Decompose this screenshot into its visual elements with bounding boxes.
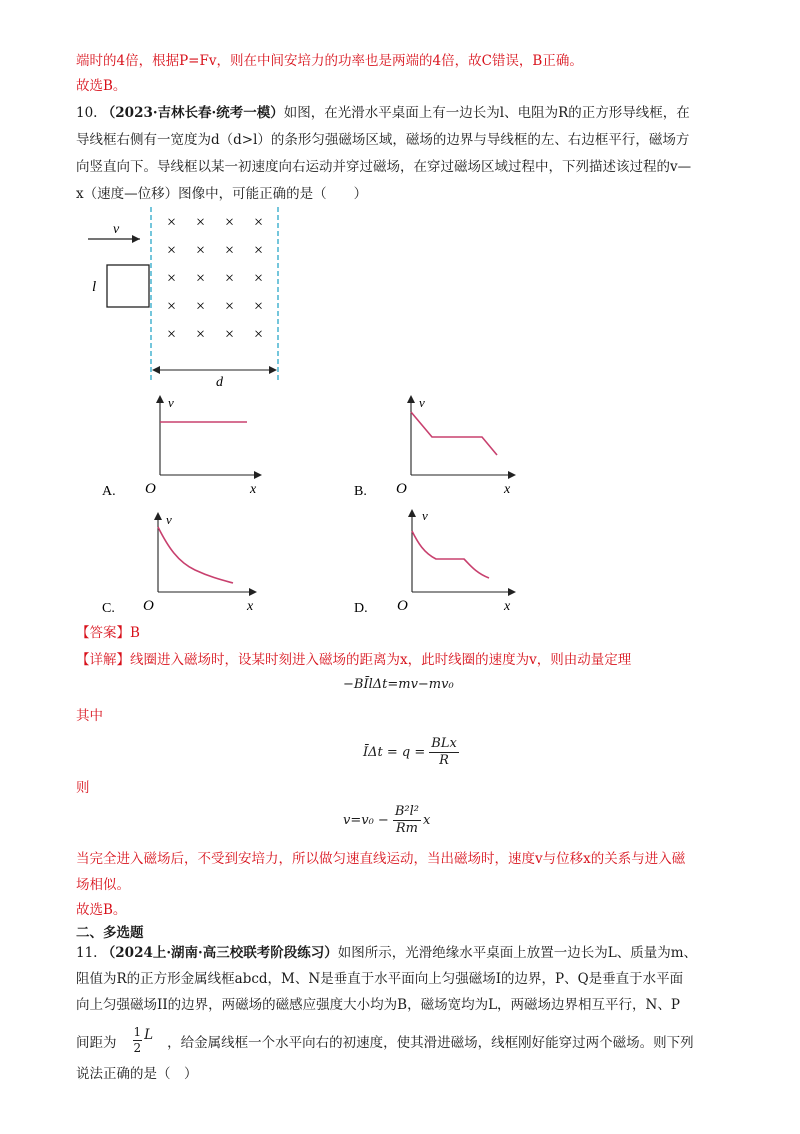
- equation-momentum: −BĪlΔt=mv−mv₀: [343, 677, 454, 692]
- fraction-numerator: BLx: [431, 736, 457, 751]
- field-cross-symbol: ×: [254, 214, 264, 231]
- section-title: 二、多选题: [76, 925, 144, 941]
- field-cross-symbol: ×: [254, 298, 264, 315]
- field-cross-symbol: ×: [225, 242, 235, 259]
- y-axis-arrowhead: [407, 395, 415, 403]
- question-text: [76, 1025, 694, 1056]
- option-letter: D.: [354, 601, 368, 616]
- option-letter: C.: [102, 601, 115, 616]
- magnetic-field-figure: [80, 205, 300, 390]
- question-number: 11.: [76, 945, 98, 961]
- option-d-graph: [352, 507, 522, 618]
- detail-tag: 【详解】: [76, 652, 130, 668]
- field-cross-symbol: ×: [225, 214, 235, 231]
- question-text: 说法正确的是（ ）: [76, 1066, 198, 1082]
- field-cross-symbol: ×: [167, 298, 177, 315]
- question-text: 向竖直向下。导线框以某一初速度向右运动并穿过磁场，在穿过磁场区域过程中，下列描述该过程的v—: [76, 159, 692, 175]
- question-text: 导线框右侧有一宽度为d（d>l）的条形匀强磁场区域，磁场的边界与导线框的左、右边框平行，磁场方: [76, 132, 690, 148]
- field-cross-symbol: ×: [254, 270, 264, 287]
- option-a-graph: [100, 393, 265, 501]
- field-cross-symbol: ×: [254, 326, 264, 343]
- width-arrow-left: [152, 366, 160, 374]
- question-text: 向上匀强磁场II的边界，两磁场的磁感应强度大小均为B，磁场宽均为L，两磁场边界相互平行，N、P: [76, 997, 680, 1013]
- field-cross-symbol: ×: [167, 242, 177, 259]
- magnetic-field-symbols: [167, 214, 263, 343]
- y-axis-arrowhead: [156, 395, 164, 403]
- v-axis-label: v: [168, 395, 174, 410]
- question-text-part: ，给金属线框一个水平向右的初速度，使其滑进磁场，线框刚好能穿过两个磁场。则下列: [167, 1034, 694, 1051]
- side-length-label: l: [92, 279, 97, 295]
- x-axis-label: x: [504, 482, 511, 497]
- origin-label: O: [396, 481, 407, 497]
- fraction-numerator: 1: [133, 1025, 142, 1039]
- x-axis-arrowhead: [508, 588, 516, 596]
- origin-label: O: [145, 481, 156, 497]
- question-10-line: [76, 103, 690, 123]
- v-axis-label: v: [419, 395, 425, 410]
- question-text: 如图，在光滑水平桌面上有一边长为l、电阻为R的正方形导线框，在: [283, 105, 690, 121]
- fraction-numerator: B²l²: [394, 804, 419, 819]
- detail-text: 当完全进入磁场后，不受到安培力，所以做匀速直线运动，当出磁场时，速度v与位移x的关系与进入磁: [76, 851, 686, 867]
- width-label: d: [216, 375, 223, 390]
- equation-left: v=v₀ −: [343, 813, 389, 828]
- answer-line: [76, 623, 140, 643]
- field-cross-symbol: ×: [167, 326, 177, 343]
- question-text: 阻值为R的正方形金属线框abcd，M、N是垂直于水平面向上匀强磁场I的边界，P、Q是垂直于水平面: [76, 971, 684, 987]
- question-text: 如图所示，光滑绝缘水平桌面上放置一边长为L、质量为m、: [337, 945, 698, 961]
- x-axis-arrowhead: [508, 471, 516, 479]
- origin-label: O: [143, 598, 154, 614]
- field-cross-symbol: ×: [225, 326, 235, 343]
- detail-conclusion: 故选B。: [76, 902, 127, 918]
- square-wire-frame: [107, 265, 149, 307]
- velocity-label: v: [113, 222, 120, 237]
- question-source: （2023·吉林长春·统考一模）: [101, 105, 284, 121]
- fraction-denominator: 2: [133, 1041, 142, 1055]
- velocity-curve: [411, 412, 497, 455]
- x-axis-arrowhead: [254, 471, 262, 479]
- x-axis-arrowhead: [249, 588, 257, 596]
- fraction-denominator: Rm: [395, 821, 418, 836]
- fraction-denominator: R: [439, 753, 449, 768]
- question-text: x（速度—位移）图像中，可能正确的是（ ）: [76, 186, 368, 202]
- field-cross-symbol: ×: [196, 242, 206, 259]
- solution-conclusion: 故选B。: [76, 78, 127, 94]
- v-axis-label: v: [166, 512, 172, 527]
- width-arrow-right: [269, 366, 277, 374]
- velocity-curve: [158, 527, 233, 583]
- question-11-line: [76, 943, 697, 963]
- velocity-curve: [412, 531, 489, 578]
- x-axis-label: x: [250, 482, 257, 497]
- half-l-fraction: [133, 1025, 154, 1056]
- detail-text: 线圈进入磁场时，设某时刻进入磁场的距离为x，此时线圈的速度为v，则由动量定理: [130, 652, 632, 668]
- fraction-variable: L: [144, 1026, 154, 1043]
- velocity-arrowhead: [132, 235, 140, 243]
- detail-where: 其中: [76, 708, 103, 724]
- field-cross-symbol: ×: [225, 270, 235, 287]
- field-cross-symbol: ×: [254, 242, 264, 259]
- field-cross-symbol: ×: [196, 270, 206, 287]
- solution-line: 端时的4倍，根据P=Fv，则在中间安培力的功率也是两端的4倍，故C错误，B正确。: [76, 53, 583, 69]
- equation-charge: [363, 736, 459, 769]
- fraction: [393, 804, 421, 837]
- detail-line: [76, 650, 631, 670]
- equation-right: x: [422, 813, 431, 828]
- field-cross-symbol: ×: [167, 214, 177, 231]
- x-axis-label: x: [247, 599, 254, 614]
- answer-tag: 【答案】: [76, 625, 130, 641]
- y-axis-arrowhead: [154, 512, 162, 520]
- option-letter: B.: [354, 484, 367, 499]
- origin-label: O: [397, 598, 408, 614]
- x-axis-label: x: [504, 599, 511, 614]
- field-cross-symbol: ×: [196, 214, 206, 231]
- field-cross-symbol: ×: [167, 270, 177, 287]
- question-number: 10.: [76, 105, 98, 121]
- answer-value: B: [130, 625, 140, 641]
- v-axis-label: v: [422, 508, 428, 523]
- fraction: [429, 736, 459, 769]
- detail-then: 则: [76, 780, 90, 796]
- field-cross-symbol: ×: [225, 298, 235, 315]
- equation-left: ĪΔt = q =: [363, 745, 426, 760]
- y-axis-arrowhead: [408, 509, 416, 517]
- field-cross-symbol: ×: [196, 298, 206, 315]
- option-c-graph: [100, 510, 265, 618]
- option-b-graph: [352, 393, 522, 501]
- question-text-part: 间距为: [76, 1034, 117, 1051]
- detail-text: 场相似。: [76, 877, 130, 893]
- equation-velocity: [343, 804, 430, 837]
- field-cross-symbol: ×: [196, 326, 206, 343]
- option-letter: A.: [102, 484, 116, 499]
- question-source: （2024上·湖南·高三校联考阶段练习）: [101, 945, 338, 961]
